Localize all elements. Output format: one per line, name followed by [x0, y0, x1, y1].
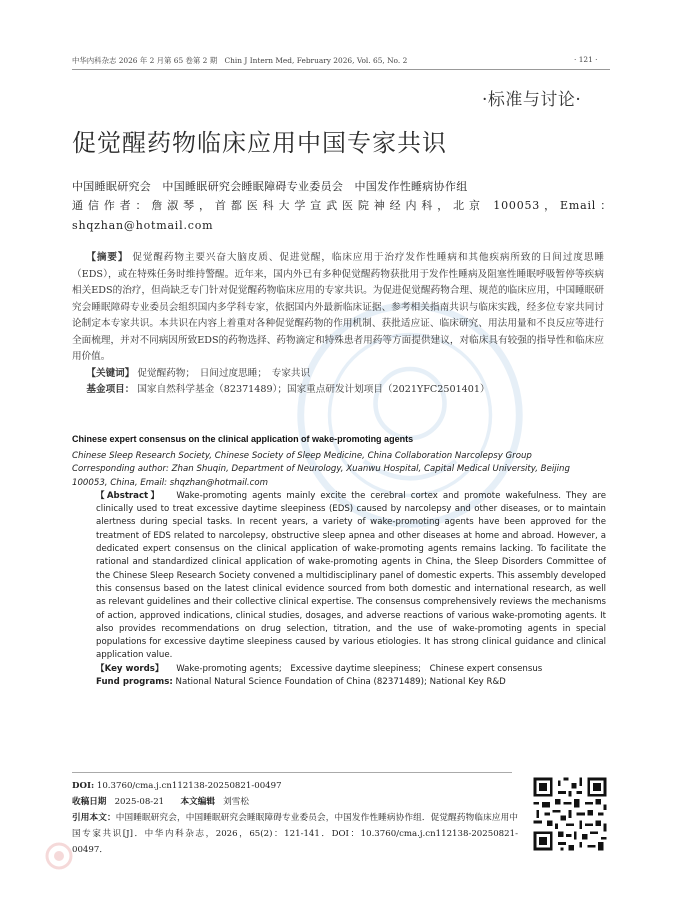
fund-en: National Natural Science Foundation of China (82371489); National Key R&D [175, 677, 506, 688]
abstract-cn-text: 促觉醒药物主要兴奋大脑皮质、促进觉醒，临床应用于治疗发作性睡病和其他疾病所致的日间过度思睡（EDS），或在特殊任务时维持警醒。近年来，国内外已有多种促觉醒药物获批用于发作性睡病及阻塞性睡眠呼吸暂停等疾病相关EDS的治疗，但尚缺乏专门针对促觉醒药物临床应用的专家共识。为促进促觉醒药物合理、规范的临床应用，中国睡眠研究会睡眠障碍专业委员会组织国内多学科专家，依据国内外最新临床证据、参考相关指南共识与临床实践，经多位专家共同讨论制定本专家共识。本共识在内容上着重对各种促觉醒药物的作用机制、获批适应证、临床研究、用法用量和不良反应等进行全面梳理，并对不同病因所致EDS的药物选择、药物滴定和特殊患者用药等方面提供建议，对临床具有较强的指导性和临床应用价值。 [72, 252, 605, 362]
received-date: 2025-08-21 [114, 797, 165, 807]
section-tag: ·标准与讨论· [482, 90, 582, 110]
doi-label: DOI: [72, 781, 95, 791]
abstract-en-text: Wake-promoting agents mainly excite the cerebral cortex and promote wakefulness. They are clinically used to treat excessive daytime sleepiness (EDS) caused by narcolepsy and other diseases, or to maintain alertness during special tasks. In recent years, a variety of wake-promoting agents have been approved for the treatment of EDS related to narcolepsy, obstructive sleep apnea and other diseases at home and abroad. However, a dedicated expert consensus on the clinical application of wake-promoting agents remains lacking. To facilitate the rational and standardized clinical application of wake-promoting agents in China, the Sleep Disorders Committee of the Chinese Sleep Research Society convened a multidisciplinary panel of domestic experts. This assembly developed this consensus based on the latest clinical evidence sourced from both domestic and international research, as well as relevant guidelines and their collective clinical expertise. The consensus comprehensively reviews the mechanisms of action, approved indications, clinical studies, dosages, and adverse reactions of various wake-promoting agents. It also provides recommendations on drug selection, titration, and the use of wake-promoting agents in special populations for excessive daytime sleepiness caused by various etiologies. It has strong clinical guidance and clinical application value. [96, 490, 607, 661]
journal-header: 中华内科杂志 2026 年 2 月第 65 卷第 2 期 Chin J Intern Med, February 2026, Vol. 65, No. 2 [72, 56, 408, 65]
editor-name: 刘雪松 [223, 797, 249, 807]
english-block [72, 450, 606, 689]
english-title: Chinese expert consensus on the clinical application of wake-promoting agents [72, 434, 414, 444]
article-footer [72, 778, 518, 858]
keywords-en: Wake-promoting agents; Excessive daytime sleepiness; Chinese expert consensus [176, 663, 543, 674]
english-authors: Chinese Sleep Research Society, Chinese Society of Sleep Medicine, China Collaboration Narcolepsy Group [72, 451, 532, 461]
received-label: 收稿日期 [72, 797, 107, 807]
doi-link[interactable]: 10.3760/cma.j.cn112138-20250821-00497 [96, 781, 282, 791]
corresponding-author-cn: 通信作者：詹淑琴，首都医科大学宣武医院神经内科，北京 100053，Email：shqzhan@hotmail.com [72, 199, 612, 232]
header-divider [72, 69, 610, 70]
english-corresponding: Corresponding author: Zhan Shuqin, Department of Neurology, Xuanwu Hospital, Capital Medical University, Beijing 100053, China, Email: shqzhan@hotmail.com [72, 464, 570, 488]
fund-en-label: Fund programs: [96, 677, 173, 688]
keywords-cn-label: 【关键词】 [86, 367, 135, 379]
abstract-cn [72, 250, 604, 399]
citation-text: 中国睡眠研究会，中国睡眠研究会睡眠障碍专业委员会，中国发作性睡病协作组．促觉醒药物临床应用中国专家共识[J]．中华内科杂志，2026，65(2)：121-141．DOI：10.3760/cma.j.cn112138-20250821-00497． [72, 813, 518, 855]
qr-code-icon[interactable] [531, 775, 609, 853]
publisher-logo-icon [45, 842, 73, 870]
authors-cn: 中国睡眠研究会 中国睡眠研究会睡眠障碍专业委员会 中国发作性睡病协作组 [72, 180, 468, 193]
fund-cn-label: 基金项目： [86, 384, 135, 395]
keywords-cn: 促觉醒药物； 日间过度思睡； 专家共识 [137, 367, 311, 379]
abstract-cn-label: 【摘要】 [86, 252, 129, 263]
keywords-en-label: 【Key words】 [96, 663, 164, 674]
editor-label: 本文编辑 [180, 797, 215, 807]
abstract-en-label: 【Abstract】 [96, 490, 162, 501]
cite-label: 引用本文： [72, 813, 116, 823]
fund-cn: 国家自然科学基金（82371489）；国家重点研发计划项目（2021YFC2501401） [137, 384, 490, 395]
page-title: 促觉醒药物临床应用中国专家共识 [72, 129, 447, 157]
footer-divider [72, 772, 512, 773]
page-number: · 121 · [574, 55, 598, 64]
